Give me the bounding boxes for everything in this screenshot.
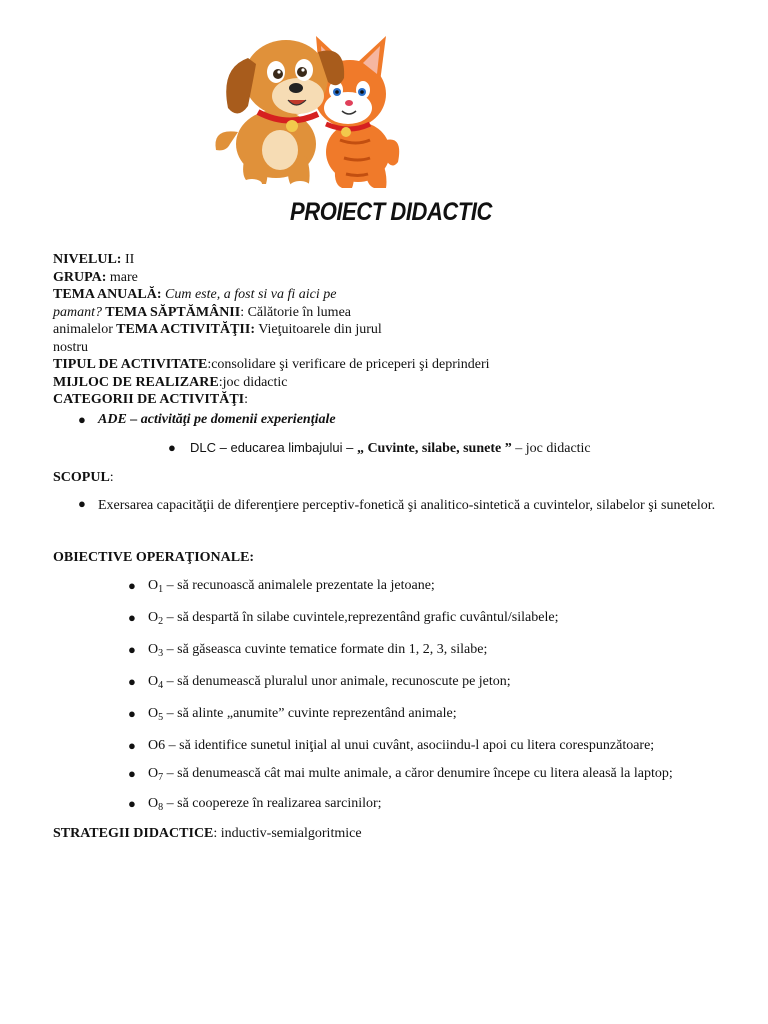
- objective-code: O: [148, 578, 159, 593]
- grupa-label: GRUPA:: [53, 269, 107, 285]
- objective-text: [128, 610, 558, 625]
- bullet-icon: ●: [128, 642, 136, 657]
- puppy-and-kitten-illustration: [208, 12, 404, 192]
- mijloc-label: MIJLOC DE REALIZARE: [53, 374, 219, 390]
- bullet-icon: ●: [128, 610, 136, 625]
- field-nivelul: [53, 251, 733, 269]
- strategii-label: STRATEGII DIDACTICE: [53, 826, 214, 841]
- tema-activitatii-value-2: nostru: [53, 339, 88, 355]
- scopul-label: SCOPUL: [53, 470, 110, 485]
- objective-item: [128, 704, 738, 728]
- dlc-suffix: – joc didactic: [511, 441, 591, 456]
- bullet-icon: ●: [78, 496, 86, 511]
- field-tema-saptamanii: [53, 304, 733, 322]
- objective-description: – să găseasca cuvinte tematice formate din 1, 2, 3, silabe;: [163, 642, 488, 657]
- objective-code: O: [148, 706, 159, 721]
- ade-bullet: [78, 410, 678, 430]
- bullet-icon: ●: [168, 440, 176, 455]
- objective-description: – să identifice sunetul iniţial al unui cuvânt, asociindu-l apoi cu litera corespunzătoare;: [165, 738, 655, 753]
- tema-anuala-value-2: pamant?: [53, 304, 102, 320]
- objective-index: 2: [158, 616, 164, 627]
- objective-item: [128, 608, 738, 632]
- objective-text: [128, 578, 435, 593]
- dlc-bold: „ Cuvinte, silabe, sunete ”: [356, 441, 512, 456]
- scopul-heading: [53, 469, 733, 487]
- objective-code: O: [148, 642, 159, 657]
- scopul-colon: :: [109, 470, 114, 485]
- field-tipul: [53, 356, 733, 374]
- ade-text: ADE – activităţi pe domenii experienţiale: [98, 412, 336, 427]
- bullet-icon: ●: [128, 796, 136, 811]
- objective-description: – să alinte „anumite” cuvinte reprezentând animale;: [163, 706, 457, 721]
- field-mijloc: [53, 374, 733, 392]
- bullet-icon: ●: [128, 674, 136, 689]
- nivelul-value: II: [121, 252, 135, 267]
- field-strategii: [53, 825, 733, 843]
- objective-description: – să denumească pluralul unor animale, recunoscute pe jeton;: [163, 674, 511, 689]
- categorii-label: CATEGORII DE ACTIVITĂŢI: [53, 392, 245, 407]
- objective-index: 4: [158, 680, 164, 691]
- field-tema-activitatii-cont: [53, 339, 733, 357]
- mijloc-value: :joc didactic: [218, 374, 288, 390]
- objective-code: O: [148, 766, 159, 781]
- objective-text: [128, 674, 511, 689]
- tema-saptamanii-value-1: : Călătorie în lumea: [240, 304, 351, 320]
- objective-item: [128, 794, 738, 818]
- objective-code: O: [148, 610, 159, 625]
- tema-activitatii-value-1: Vieţuitoarele din jurul: [255, 322, 382, 337]
- tipul-label: TIPUL DE ACTIVITATE: [53, 357, 208, 372]
- tema-saptamanii-label: TEMA SĂPTĂMÂNII: [102, 304, 241, 320]
- objective-description: – să despartă în silabe cuvintele,reprezentând grafic cuvântul/silabele;: [163, 610, 559, 625]
- objective-text: [128, 706, 457, 721]
- objective-text: [128, 738, 654, 753]
- document-title: PROIECT DIDACTIC: [290, 198, 492, 226]
- objective-item: [128, 672, 738, 696]
- objective-item: [128, 576, 738, 600]
- objective-index: 3: [158, 648, 164, 659]
- objective-index: 5: [158, 712, 164, 723]
- objective-item: [128, 640, 738, 664]
- tema-anuala-label: TEMA ANUALĂ:: [53, 287, 162, 302]
- objective-code: O6: [148, 738, 166, 753]
- obiective-heading: OBIECTIVE OPERAŢIONALE:: [53, 550, 255, 565]
- field-grupa: [53, 269, 733, 287]
- grupa-value: mare: [106, 269, 138, 285]
- bullet-icon: ●: [78, 412, 86, 427]
- nivelul-label: NIVELUL:: [53, 252, 122, 267]
- field-tema-anuala: [53, 286, 733, 304]
- objective-text: [128, 766, 673, 781]
- objective-description: – să denumească cât mai multe animale, a căror denumire începe cu litera aleasă la laptop;: [163, 766, 673, 781]
- dlc-prefix: DLC – educarea limbajului –: [190, 440, 357, 455]
- objective-description: – să recunoască animalele prezentate la jetoane;: [163, 578, 435, 593]
- field-tema-activitatii: [53, 321, 733, 339]
- objective-item: [128, 736, 738, 760]
- objective-code: O: [148, 796, 159, 811]
- objective-index: 1: [158, 584, 164, 595]
- bullet-icon: ●: [128, 578, 136, 593]
- strategii-value: : inductiv-semialgoritmice: [213, 826, 362, 841]
- tipul-value: :consolidare şi verificare de priceperi şi deprinderi: [207, 357, 490, 372]
- objective-description: – să coopereze în realizarea sarcinilor;: [163, 796, 382, 811]
- bullet-icon: ●: [128, 706, 136, 721]
- objective-text: [128, 642, 487, 657]
- objective-text: [128, 796, 382, 811]
- tema-anuala-value-1: Cum este, a fost si va fi aici pe: [161, 287, 337, 302]
- tema-activitatii-label: TEMA ACTIVITĂŢII:: [112, 322, 255, 337]
- objective-index: 7: [158, 772, 164, 783]
- objective-item: [128, 764, 738, 788]
- dlc-bullet: [168, 438, 728, 459]
- objective-index: 8: [158, 802, 164, 813]
- bullet-icon: ●: [128, 738, 136, 753]
- bullet-icon: ●: [128, 766, 136, 781]
- categorii-colon: :: [244, 392, 249, 407]
- scopul-text: Exersarea capacităţii de diferenţiere perceptiv-fonetică şi analitico-sintetică a cuvintelor, silabelor şi sunetelor.: [98, 498, 716, 513]
- objective-code: O: [148, 674, 159, 689]
- tema-saptamanii-value-2: animalelor: [53, 322, 113, 337]
- field-categorii: [53, 391, 733, 409]
